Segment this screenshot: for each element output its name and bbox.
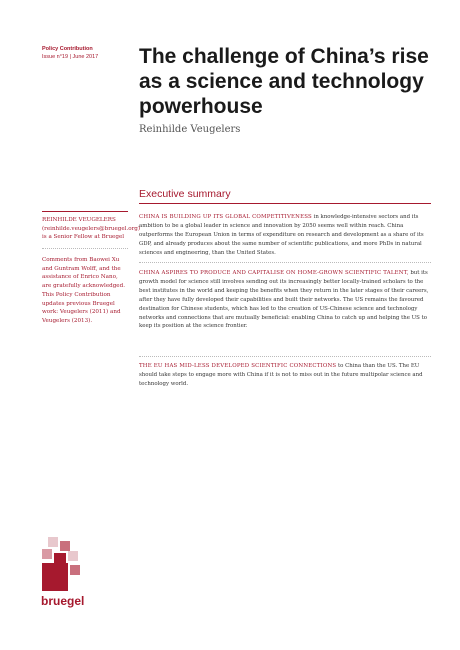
issue-info: Issue n°19 | June 2017 bbox=[42, 54, 99, 60]
series-label bbox=[42, 45, 98, 61]
sidebar-divider bbox=[42, 248, 128, 249]
logo-wordmark: bruegel bbox=[41, 594, 85, 608]
paragraph-body: in knowledge-intensive sectors and its ambition to be a global leader in science and innovation by 2050 seems well within reach. China outperforms the European Union in terms of expenditure on research and development as a share of its GDP, and already produces about the same number of scientific publications, and more PhDs in natural sciences and engineering, than the United States. bbox=[139, 214, 424, 256]
series-name: Policy Contribution bbox=[42, 46, 93, 52]
author-name: Reinhilde Veugelers bbox=[139, 124, 241, 135]
summary-paragraph-3 bbox=[139, 362, 431, 389]
page-title: The challenge of China’s rise as a science and technology powerhouse bbox=[139, 45, 429, 118]
paragraph-body: to China than the US. The EU should take steps to engage more with China if it is not to miss out in the future multipolar science and technology world. bbox=[139, 363, 423, 387]
acknowledgements: Comments from Baowei Xu and Guntram Wolff, and the assistance of Enrico Nano, are gratefully acknowledged. This Policy Contribution updates previous Bruegel work: Veugelers (2011) and Veugelers (2013). bbox=[42, 257, 125, 324]
summary-paragraph-1 bbox=[139, 213, 431, 258]
paragraph-lead: THE EU HAS MID-LESS DEVELOPED SCIENTIFIC CONNECTIONS bbox=[139, 363, 337, 369]
paragraph-lead: CHINA IS BUILDING UP ITS GLOBAL COMPETITIVENESS bbox=[139, 214, 312, 220]
author-note: REINHILDE VEUGELERS (reinhilde.veugelers@bruegel.org) is a Senior Fellow at Bruegel bbox=[42, 217, 141, 241]
sidebar-rule bbox=[42, 211, 128, 212]
executive-summary-heading: Executive summary bbox=[139, 188, 231, 200]
paragraph-divider-1 bbox=[139, 262, 431, 263]
paragraph-lead: CHINA ASPIRES TO PRODUCE AND CAPITALISE ON HOME-GROWN SCIENTIFIC TALENT, bbox=[139, 270, 409, 276]
summary-paragraph-2 bbox=[139, 269, 431, 331]
paragraph-divider-2 bbox=[139, 356, 431, 357]
summary-rule bbox=[139, 203, 431, 204]
paragraph-body: but its growth model for science still involves sending out its increasingly better locally-trained scholars to the best institutes in the world and keeping the benefits when they return in the later stages of their careers, after they have fully developed their capabilities and built their networks. The US remains the favoured destination for Chinese students, which has led to the creation of US-Chinese science and technology networks and connections that are mutually beneficial: enabling China to catch up and helping the US to keep its position at the science frontier. bbox=[139, 270, 429, 330]
